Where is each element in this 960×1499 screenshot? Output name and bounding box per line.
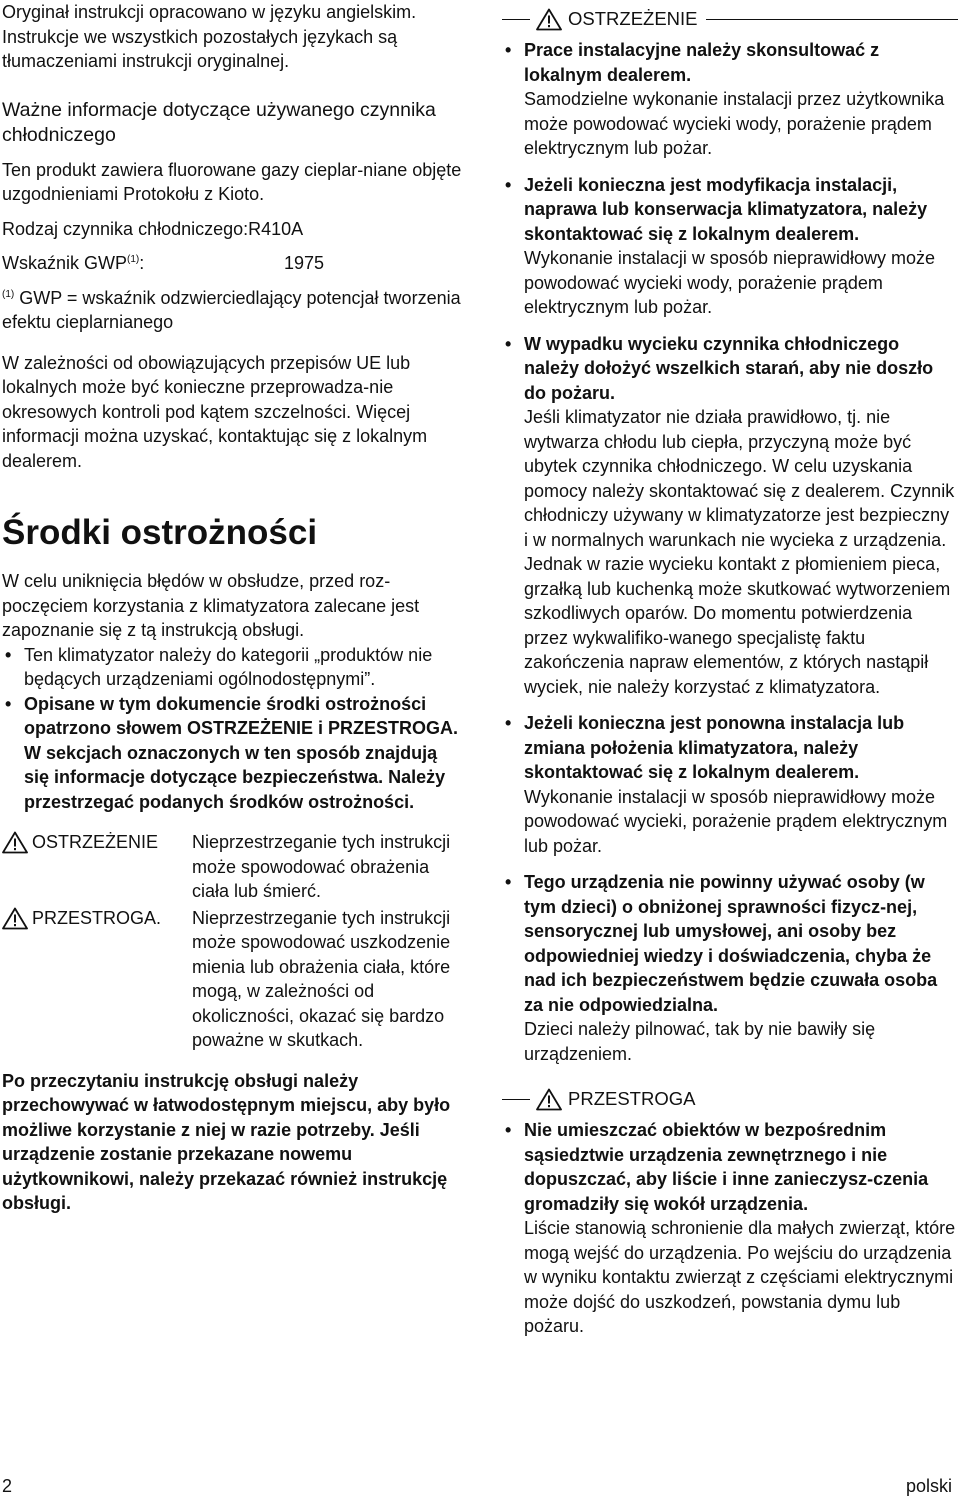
gwp-label: Wskaźnik GWP xyxy=(2,253,128,273)
bullet-icon: • xyxy=(505,872,512,892)
header-rule-right xyxy=(706,19,958,20)
footnote-text: GWP = wskaźnik odzwierciedlający potencjał tworzenia efektu cieplarnianego xyxy=(2,287,461,332)
gwp-value: 1975 xyxy=(284,253,325,273)
list-item-heading: W wypadku wycieku czynnika chłodniczego należy dołożyć wszelkich starań, aby nie doszło do pożaru. xyxy=(524,333,934,403)
warning-list xyxy=(502,38,958,1066)
header-rule-left xyxy=(502,1099,530,1100)
right-column xyxy=(502,0,958,1339)
list-item-heading: Jeżeli konieczna jest modyfikacja instalacji, naprawa lub konserwacja klimatyzatora, należy skontaktować się z lokalnym dealerem. xyxy=(524,174,928,244)
bullet-icon: • xyxy=(505,40,512,60)
page-number: 2 xyxy=(2,1476,13,1496)
header-rule-left xyxy=(502,19,530,20)
warning-label: OSTRZEŻENIE xyxy=(32,832,159,852)
caution-triangle-icon xyxy=(536,1088,562,1111)
warning-section-header xyxy=(502,6,958,32)
list-item xyxy=(502,173,958,320)
bullet-icon: • xyxy=(505,713,512,733)
list-item-text: Wykonanie instalacji w sposób nieprawidłowy może powodować wycieki wody, porażenie prądem elektrycznym lub pożar. xyxy=(524,248,936,317)
list-item-text: Ten klimatyzator należy do kategorii „produktów nie będących urządzeniami ogólnodostępnymi”. xyxy=(24,644,433,689)
warning-description: Nieprzestrzeganie tych instrukcji może spowodować obrażenia ciała lub śmierć. xyxy=(192,832,451,901)
warning-symbol-label xyxy=(2,830,192,904)
bullet-icon: • xyxy=(505,333,512,354)
gwp-footnote xyxy=(2,286,464,335)
precautions-intro: W celu uniknięcia błędów w obsłudze, przed roz-poczęciem korzystania z klimatyzatora zalecane jest zapoznanie się z tą instrukcją obsługi. xyxy=(2,571,420,640)
caution-section-header xyxy=(502,1086,958,1112)
gwp-row xyxy=(2,251,464,276)
gwp-label-cell xyxy=(2,251,284,276)
gwp-superscript: (1) xyxy=(127,254,140,265)
bullet-icon: • xyxy=(505,1120,512,1140)
list-item xyxy=(502,1118,958,1339)
refrigerant-text: Ten produkt zawiera fluorowane gazy cieplar-niane objęte uzgodnieniami Protokołu z Kioto. xyxy=(2,159,462,204)
list-item xyxy=(502,870,958,1066)
list-item-text: Wykonanie instalacji w sposób nieprawidłowy może powodować wycieki, porażenie prądem elektrycznym lub pożar. xyxy=(524,786,948,856)
intro-text: Oryginał instrukcji opracowano w języku angielskim. Instrukcje we wszystkich pozostałych językach są tłumaczeniami instrukcji oryginalnej. xyxy=(2,2,417,71)
precautions-list xyxy=(2,643,464,815)
gwp-colon: : xyxy=(139,253,145,273)
warning-section-title: OSTRZEŻENIE xyxy=(568,7,698,29)
caution-list xyxy=(502,1118,958,1339)
refrigerant-type: Rodzaj czynnika chłodniczego:R410A xyxy=(2,218,304,239)
caution-definition xyxy=(2,906,464,1053)
caution-label: PRZESTROGA. xyxy=(32,907,162,928)
bullet-icon: • xyxy=(5,644,12,665)
bullet-icon: • xyxy=(505,174,512,195)
regulation-text: W zależności od obowiązujących przepisów UE lub lokalnych może być konieczne przeprowadza-nie okresowych kontroli pod kątem szczelności. Więcej informacji można uzyskać, kontaktując się z lokalnym dealerem. xyxy=(2,352,428,471)
list-item-text: Liście stanowią schronienie dla małych zwierząt, które mogą wejść do urządzenia. Po wejściu do urządzenia w wyniku kontaktu zwierząt z częściami elektrycznymi może dojść do uszkodzeń, powstania dymu lub pożaru. xyxy=(524,1218,956,1336)
caution-symbol-label xyxy=(2,906,192,1053)
list-item xyxy=(2,692,464,815)
list-item-text: Dzieci należy pilnować, tak by nie bawiły się urządzeniem. xyxy=(524,1019,876,1064)
list-item-heading: Prace instalacyjne należy skonsultować z lokalnym dealerem. xyxy=(524,40,880,85)
warning-definition xyxy=(2,830,464,904)
footnote-superscript: (1) xyxy=(2,288,15,300)
list-item xyxy=(502,711,958,858)
warning-triangle-icon xyxy=(536,8,562,31)
list-item-heading: Jeżeli konieczna jest ponowna instalacja lub zmiana położenia klimatyzatora, należy skontaktować się z lokalnym dealerem. xyxy=(524,713,905,782)
caution-description: Nieprzestrzeganie tych instrukcji może spowodować uszkodzenie mienia lub obrażenia ciała, które mogą, w zależności od okoliczności, okazać się bardzo poważne w skutkach. xyxy=(192,907,451,1050)
refrigerant-heading: Ważne informacje dotyczące używanego czynnika chłodniczego xyxy=(2,98,436,146)
keep-manual-text: Po przeczytaniu instrukcję obsługi należy przechowywać w łatwodostępnym miejscu, aby było możliwe korzystanie z niej w razie potrzeby. Jeśli urządzenie zostanie przekazane nowemu użytkownikowi, należy przekazać również instrukcję obsługi. xyxy=(2,1070,451,1213)
list-item xyxy=(2,643,464,692)
caution-section-title: PRZESTROGA xyxy=(568,1087,696,1109)
precautions-title: Środki ostrożności xyxy=(2,513,318,552)
list-item-heading: Nie umieszczać obiektów w bezpośrednim sąsiedztwie urządzenia zewnętrznego i nie dopuszczać, aby liście i inne zanieczysz-czenia gromadziły się wokół urządzenia. xyxy=(524,1120,929,1214)
list-item-text: Opisane w tym dokumencie środki ostrożności opatrzono słowem OSTRZEŻENIE i PRZESTROGA. W sekcjach oznaczonych w ten sposób znajdują się informacje dotyczące bezpieczeństwa. Należy przestrzegać podanych środków ostrożności. xyxy=(24,693,459,812)
left-column xyxy=(2,0,464,1216)
bullet-icon: • xyxy=(5,693,12,714)
list-item-text: Samodzielne wykonanie instalacji przez użytkownika może powodować wycieki wody, porażenie prądem elektrycznym lub pożar. xyxy=(524,89,945,158)
list-item-heading: Tego urządzenia nie powinny używać osoby (w tym dzieci) o obniżonej sprawności fizycz-nej, sensorycznej lub umysłowej, ani osoby bez odpowiedniej wiedzy i doświadczenia, chyba że nad ich bezpieczeństwem będzie czuwała osoba za nie odpowiedzialna. xyxy=(524,872,938,1015)
list-item-text: Jeśli klimatyzator nie działa prawidłowo, tj. nie wytwarza chłodu lub ciepła, przyczyną może być ubytek czynnika chłodniczego. W celu uzyskania pomocy należy skontaktować się z dealerem. Czynnik chłodniczy używany w klimatyzatorze jest bezpieczny i w normalnych warunkach nie wycieka z urządzenia. Jednak w razie wycieku kontakt z płomieniem pieca, grzałką lub kuchenką może skutkować wytworzeniem szkodliwych oparów. Do momentu potwierdzenia przez wykwalifiko-wanego specjalistę faktu zakończenia napraw elementów, z których nastąpił wyciek, nie należy korzystać z klimatyzatora. xyxy=(524,407,955,697)
warning-triangle-icon xyxy=(2,831,28,854)
list-item xyxy=(502,38,958,161)
language-label: polski xyxy=(905,1476,952,1496)
list-item xyxy=(502,332,958,700)
caution-triangle-icon xyxy=(2,907,28,930)
